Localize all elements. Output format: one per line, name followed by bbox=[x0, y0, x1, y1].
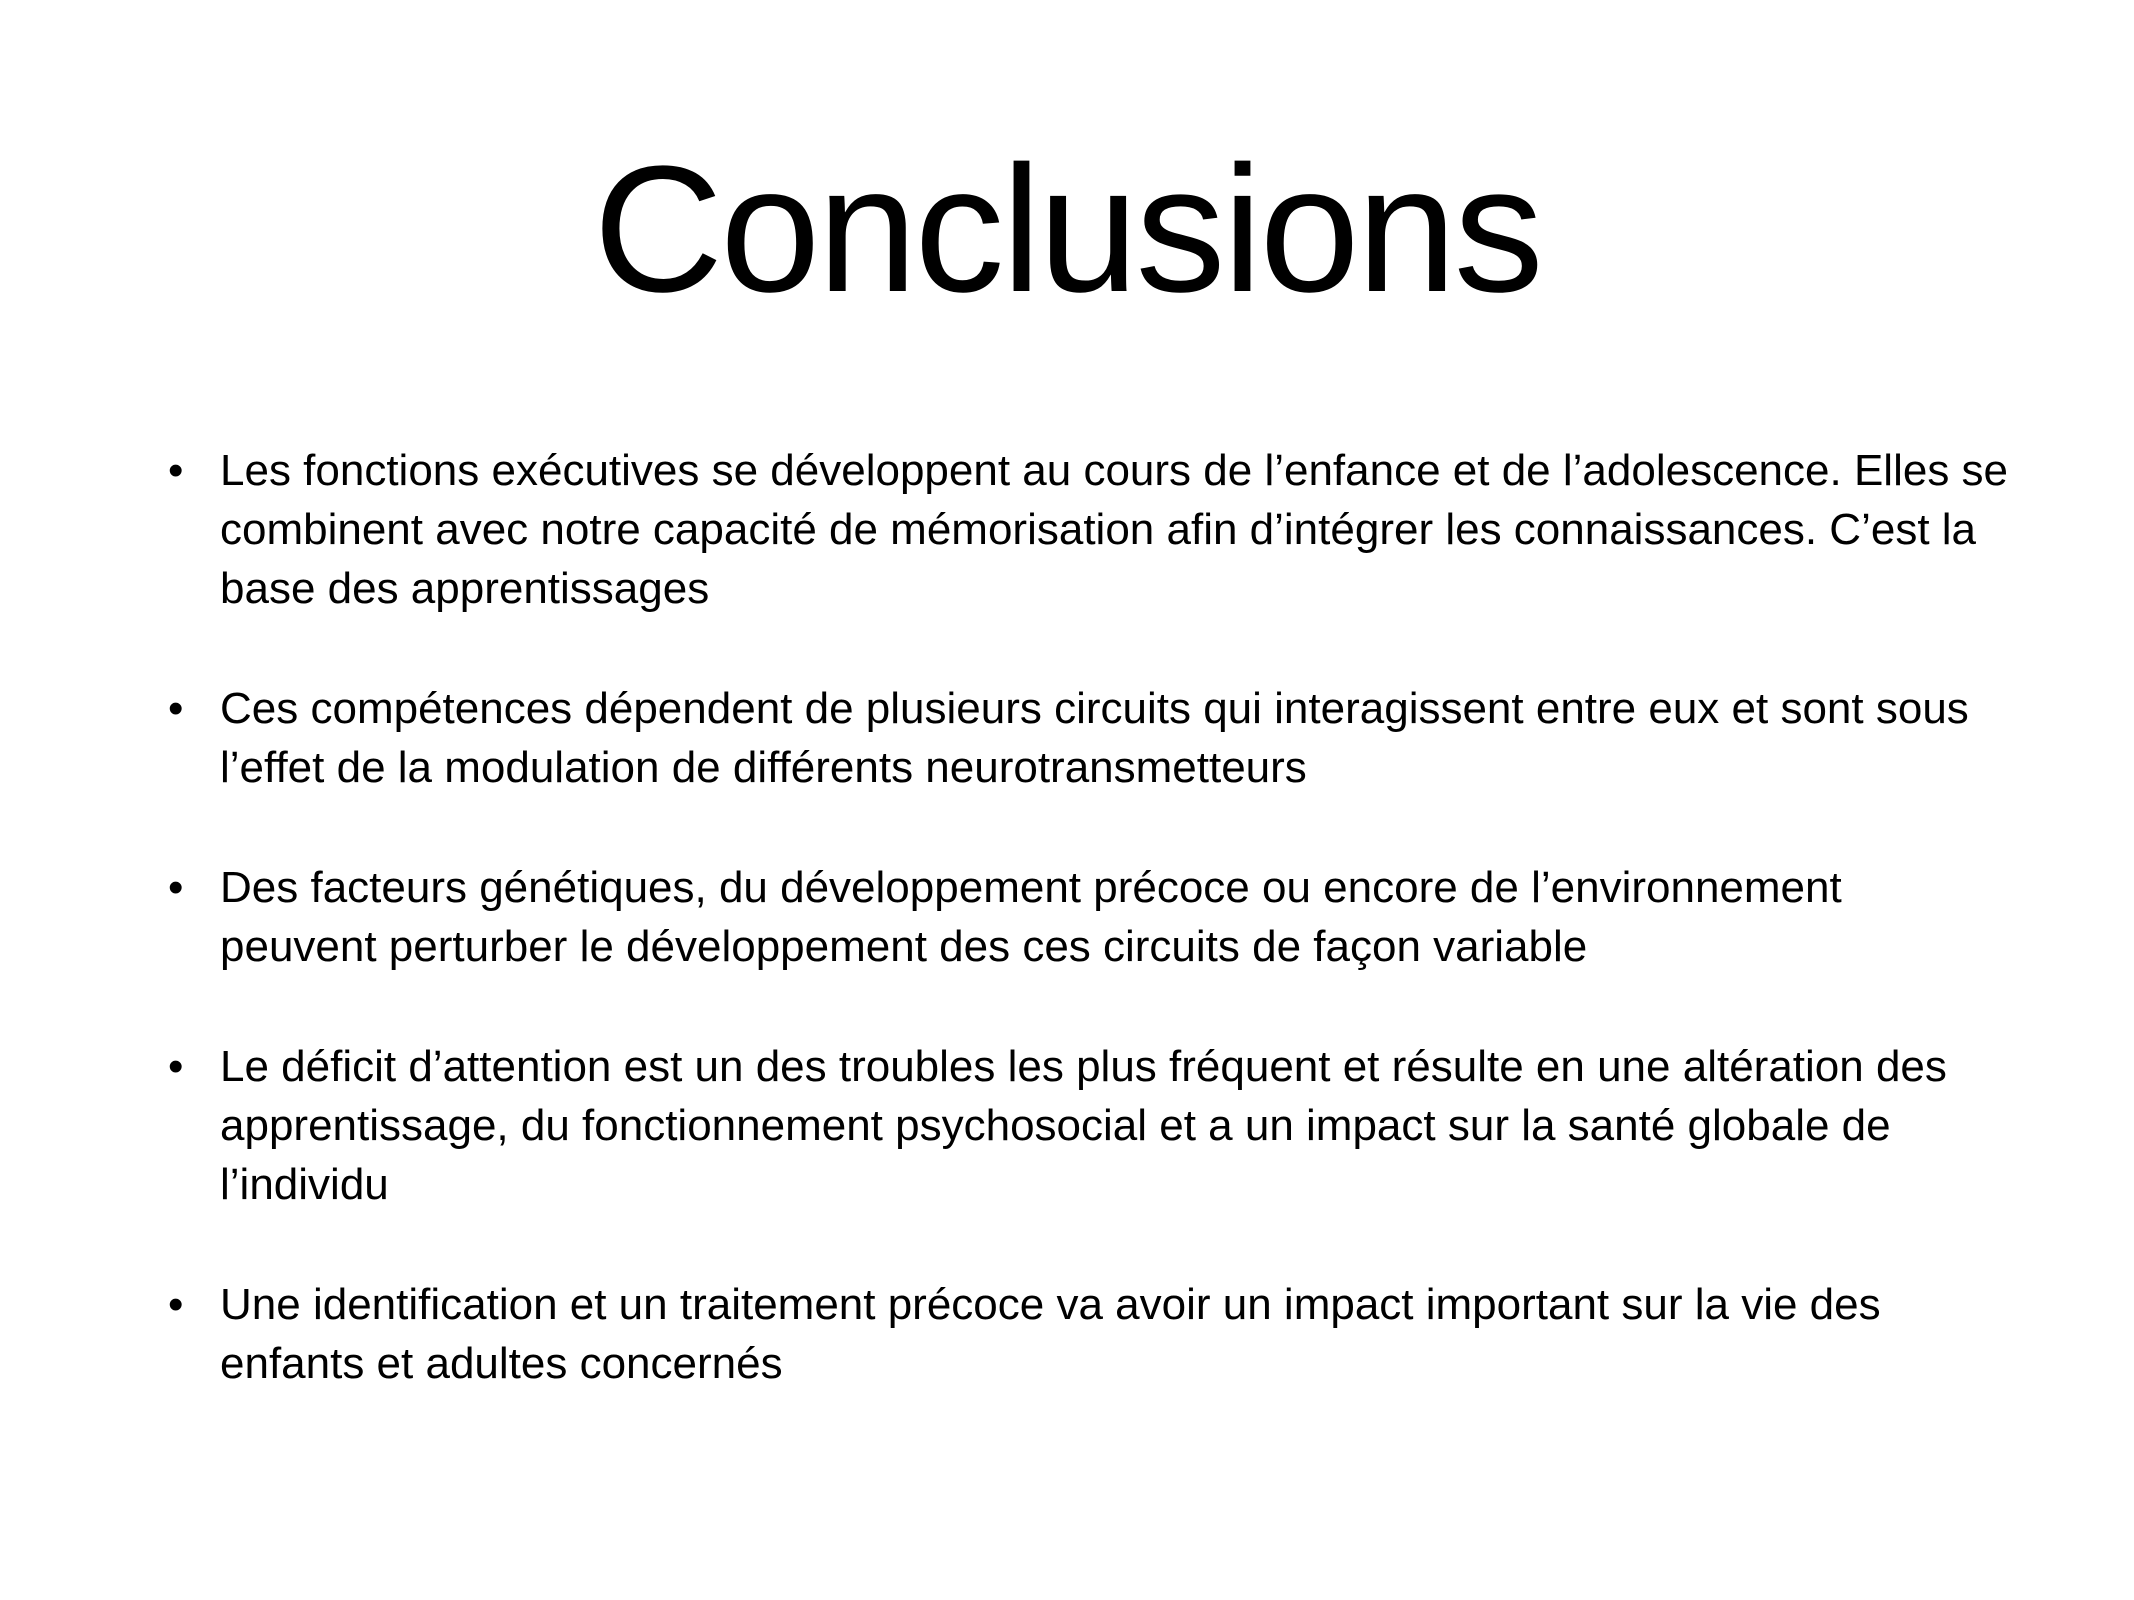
bullet-icon: • bbox=[168, 446, 184, 495]
bullet-text: Le déficit d’attention est un des troubles les plus fréquent et résulte en une altération des apprentissage, du fonctionnement psychosocial et a un impact sur la santé globale de l’individu bbox=[220, 1042, 1947, 1209]
slide-title: Conclusions bbox=[593, 129, 1541, 330]
bullet-item bbox=[168, 679, 2008, 797]
bullet-text: Des facteurs génétiques, du développement précoce ou encore de l’environnement peuvent perturber le développement des ces circuits de façon variable bbox=[220, 863, 1842, 971]
bullet-item bbox=[168, 858, 2008, 976]
bullet-icon: • bbox=[168, 1280, 184, 1329]
bullet-item bbox=[168, 441, 2008, 618]
bullet-text: Une identification et un traitement précoce va avoir un impact important sur la vie des enfants et adultes concernés bbox=[220, 1280, 1881, 1388]
bullet-item bbox=[168, 1275, 2008, 1393]
bullet-icon: • bbox=[168, 1042, 184, 1091]
bullet-icon: • bbox=[168, 684, 184, 733]
bullet-item bbox=[168, 1037, 2008, 1214]
bullet-list bbox=[168, 441, 2008, 1454]
bullet-icon: • bbox=[168, 863, 184, 912]
bullet-text: Les fonctions exécutives se développent au cours de l’enfance et de l’adolescence. Elles se combinent avec notre capacité de mémorisation afin d’intégrer les connaissances. C’est la base des apprentissages bbox=[220, 446, 2009, 613]
bullet-text: Ces compétences dépendent de plusieurs circuits qui interagissent entre eux et sont sous l’effet de la modulation de différents neurotransmetteurs bbox=[220, 684, 1969, 792]
